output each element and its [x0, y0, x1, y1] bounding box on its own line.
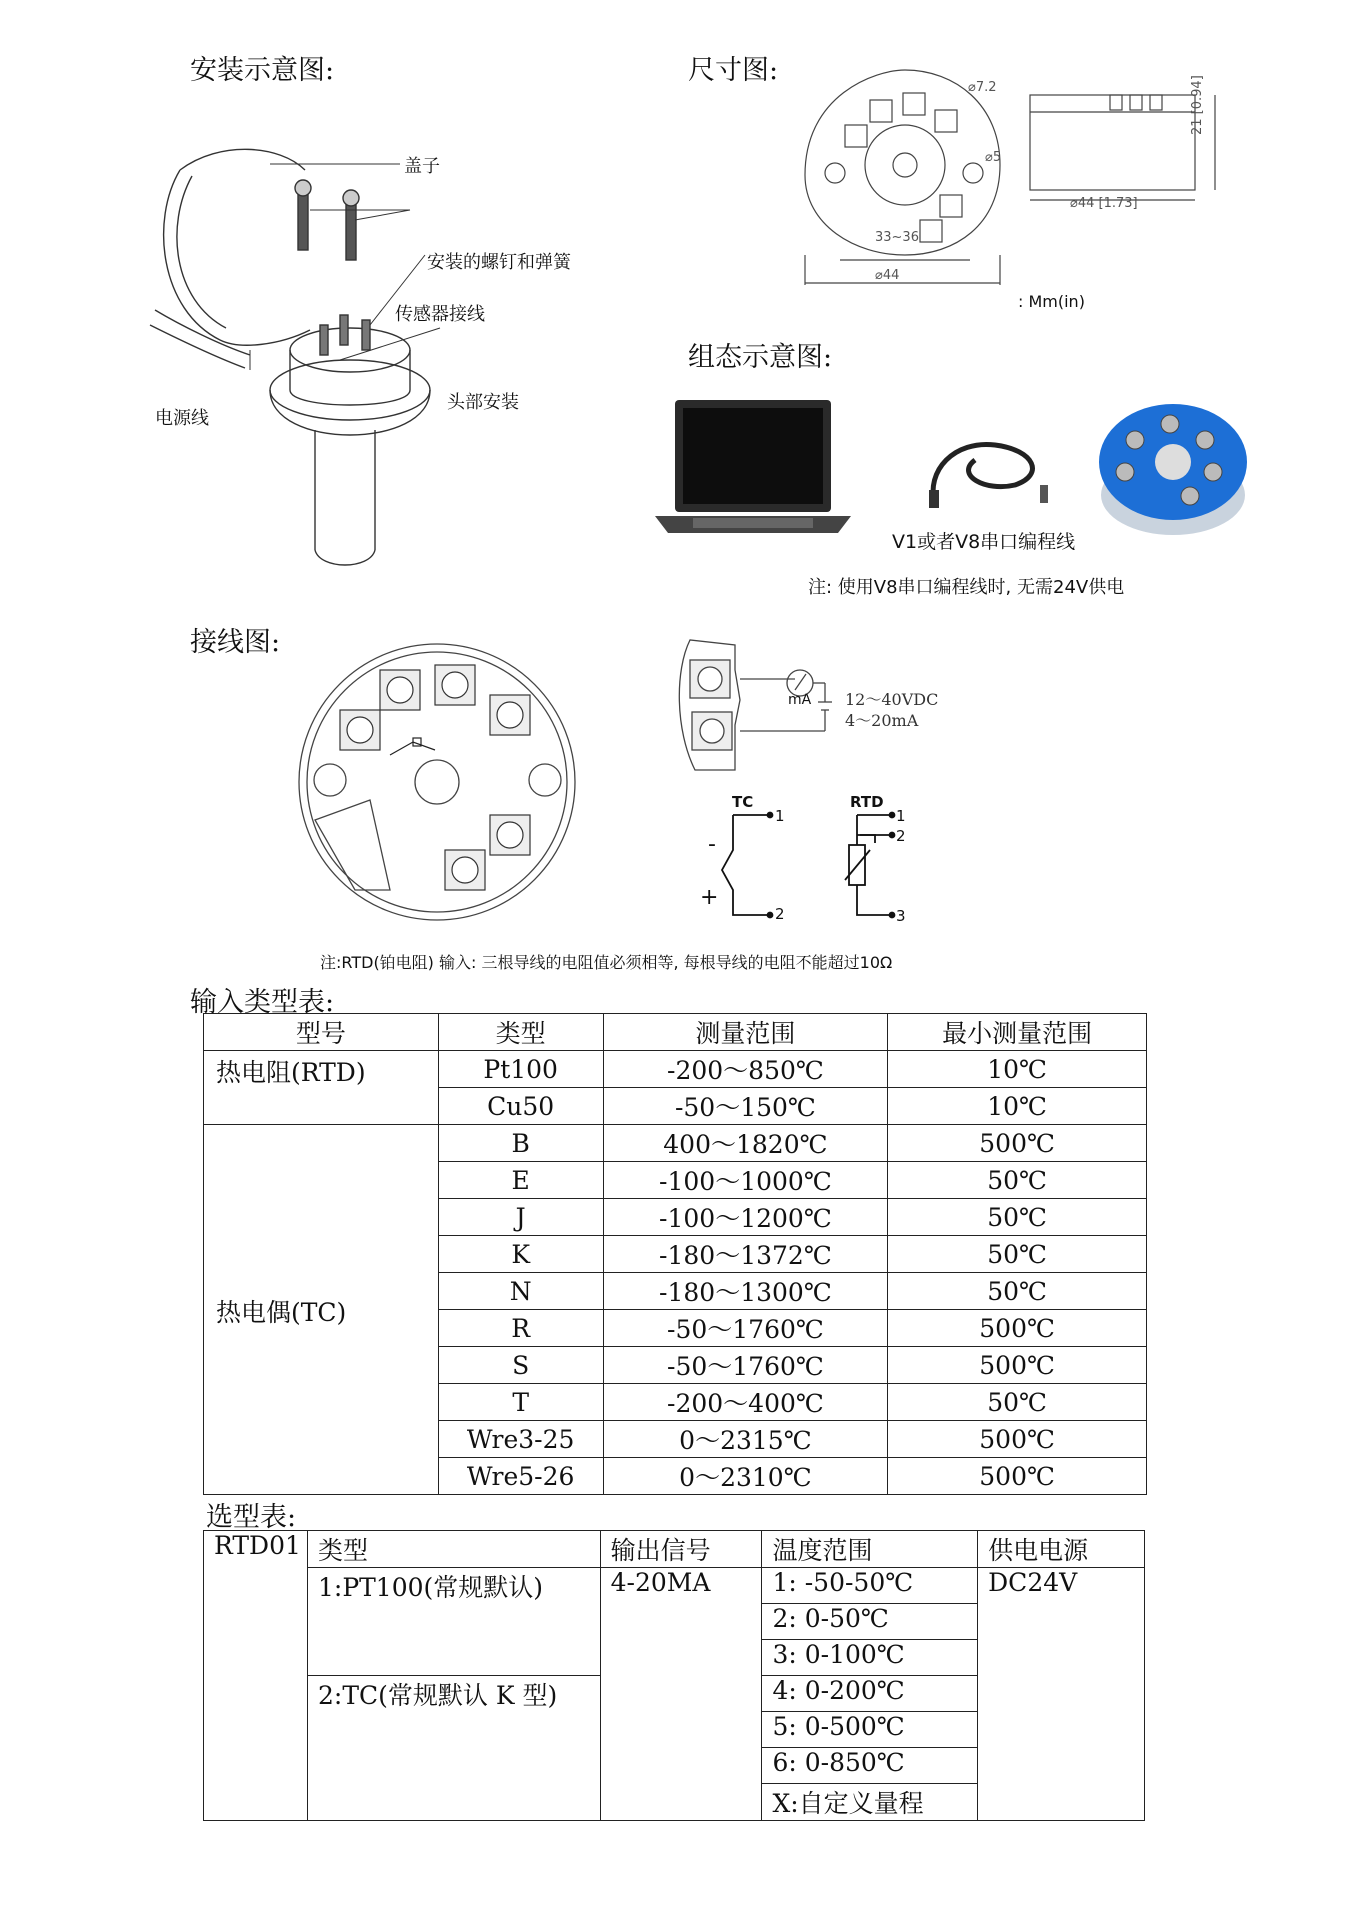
min-cell: 10℃ — [888, 1088, 1147, 1125]
range-cell: -180～1300℃ — [603, 1273, 888, 1310]
type-cell: R — [438, 1310, 603, 1347]
type-cell: Pt100 — [438, 1051, 603, 1088]
wiring-section-title: 接线图: — [190, 627, 281, 658]
range-cell: 2: 0-50℃ — [762, 1604, 978, 1640]
power-wire-label: 电源线 — [155, 408, 209, 429]
type-cell: Cu50 — [438, 1088, 603, 1125]
min-cell: 500℃ — [888, 1125, 1147, 1162]
dim-d72-label: ⌀7.2 — [968, 80, 997, 95]
transmitter-photo — [1095, 400, 1250, 545]
selection-table-title: 选型表: — [206, 1502, 297, 1533]
model-cell: RTD01 — [204, 1531, 308, 1821]
min-cell: 500℃ — [888, 1310, 1147, 1347]
head-mount-label: 头部安装 — [447, 392, 519, 413]
rtd-pin-3: 3 — [896, 907, 906, 925]
header-min-range: 最小测量范围 — [888, 1014, 1147, 1051]
tc-model-cell: 热电偶(TC) — [204, 1125, 439, 1495]
selection-table — [203, 1530, 1145, 1821]
range-cell: -50～1760℃ — [603, 1347, 888, 1384]
dim-spacing-label: 33~36 — [875, 230, 919, 245]
range-cell: -100～1000℃ — [603, 1162, 888, 1199]
type-cell: Wre3-25 — [438, 1421, 603, 1458]
range-cell: -50～1760℃ — [603, 1310, 888, 1347]
table-header-row — [204, 1014, 1147, 1051]
dim-height-label: 21 [0.94] — [1190, 75, 1205, 135]
range-cell: 0～2315℃ — [603, 1421, 888, 1458]
range-cell: -50～150℃ — [603, 1088, 888, 1125]
header-power: 供电电源 — [978, 1531, 1145, 1568]
dim-unit-label: : Mm(in) — [1018, 292, 1085, 311]
min-cell: 500℃ — [888, 1347, 1147, 1384]
min-cell: 50℃ — [888, 1384, 1147, 1421]
install-section-title: 安装示意图: — [190, 55, 335, 86]
config-note: 注: 使用V8串口编程线时, 无需24V供电 — [808, 577, 1125, 598]
range-cell: -100～1200℃ — [603, 1199, 888, 1236]
range-cell: 3: 0-100℃ — [762, 1640, 978, 1676]
type-cell: 2:TC(常规默认 K 型) — [307, 1676, 600, 1821]
min-cell: 10℃ — [888, 1051, 1147, 1088]
range-cell: 4: 0-200℃ — [762, 1676, 978, 1712]
min-cell: 50℃ — [888, 1162, 1147, 1199]
voltage-label: 12～40VDC — [845, 690, 939, 709]
rtd-model-cell: 热电阻(RTD) — [204, 1051, 439, 1125]
table-row — [204, 1568, 1145, 1604]
range-cell: -180～1372℃ — [603, 1236, 888, 1273]
range-cell: -200～400℃ — [603, 1384, 888, 1421]
cable-label: V1或者V8串口编程线 — [892, 531, 1076, 553]
min-cell: 500℃ — [888, 1458, 1147, 1495]
config-section-title: 组态示意图: — [688, 342, 833, 373]
type-cell: S — [438, 1347, 603, 1384]
type-cell: B — [438, 1125, 603, 1162]
header-output: 输出信号 — [600, 1531, 762, 1568]
dim-d44-side-label: ⌀44 [1.73] — [1070, 196, 1138, 211]
programming-cable-image — [915, 430, 1055, 510]
input-table-title: 输入类型表: — [190, 987, 335, 1018]
rtd-pin-2: 2 — [896, 827, 906, 845]
dim-d5-label: ⌀5 — [985, 150, 1002, 165]
install-diagram — [140, 130, 440, 570]
tc-pin-1: 1 — [775, 807, 785, 825]
range-cell: 400～1820℃ — [603, 1125, 888, 1162]
type-cell: 1:PT100(常规默认) — [307, 1568, 600, 1676]
table-row — [204, 1125, 1147, 1162]
current-label: 4～20mA — [845, 711, 919, 730]
dimension-section-title: 尺寸图: — [688, 55, 779, 86]
dim-d44-front-label: ⌀44 — [875, 268, 900, 283]
type-cell: N — [438, 1273, 603, 1310]
header-model: 型号 — [204, 1014, 439, 1051]
cover-label: 盖子 — [404, 156, 440, 177]
range-cell: -200～850℃ — [603, 1051, 888, 1088]
header-range: 测量范围 — [603, 1014, 888, 1051]
rtd-symbol — [840, 790, 920, 930]
range-cell: 0～2310℃ — [603, 1458, 888, 1495]
min-cell: 50℃ — [888, 1273, 1147, 1310]
header-type: 类型 — [438, 1014, 603, 1051]
type-cell: K — [438, 1236, 603, 1273]
output-cell: 4-20MA — [600, 1568, 762, 1821]
rtd-title: RTD — [850, 793, 884, 811]
wiring-note: 注:RTD(铂电阻) 输入: 三根导线的电阻值必须相等, 每根导线的电阻不能超过10Ω — [320, 953, 893, 972]
type-cell: Wre5-26 — [438, 1458, 603, 1495]
range-cell: X:自定义量程 — [762, 1784, 978, 1821]
min-cell: 500℃ — [888, 1421, 1147, 1458]
type-cell: J — [438, 1199, 603, 1236]
rtd-pin-1: 1 — [896, 807, 906, 825]
table-row — [204, 1051, 1147, 1088]
range-cell: 6: 0-850℃ — [762, 1748, 978, 1784]
min-cell: 50℃ — [888, 1199, 1147, 1236]
header-type: 类型 — [307, 1531, 600, 1568]
screws-label: 安装的螺钉和弹簧 — [427, 252, 571, 273]
terminal-block-diagram — [295, 640, 580, 925]
ma-label: mA — [788, 692, 812, 708]
type-cell: T — [438, 1384, 603, 1421]
header-temp-range: 温度范围 — [762, 1531, 978, 1568]
sensor-wire-label: 传感器接线 — [395, 304, 485, 325]
tc-title: TC — [732, 793, 754, 811]
input-type-table — [203, 1013, 1147, 1495]
power-cell: DC24V — [978, 1568, 1145, 1821]
min-cell: 50℃ — [888, 1236, 1147, 1273]
range-cell: 5: 0-500℃ — [762, 1712, 978, 1748]
tc-minus: - — [708, 832, 716, 857]
tc-pin-2: 2 — [775, 905, 785, 923]
range-cell: 1: -50-50℃ — [762, 1568, 978, 1604]
type-cell: E — [438, 1162, 603, 1199]
table-header-row — [204, 1531, 1145, 1568]
laptop-image — [653, 398, 853, 538]
tc-plus: + — [700, 885, 719, 910]
